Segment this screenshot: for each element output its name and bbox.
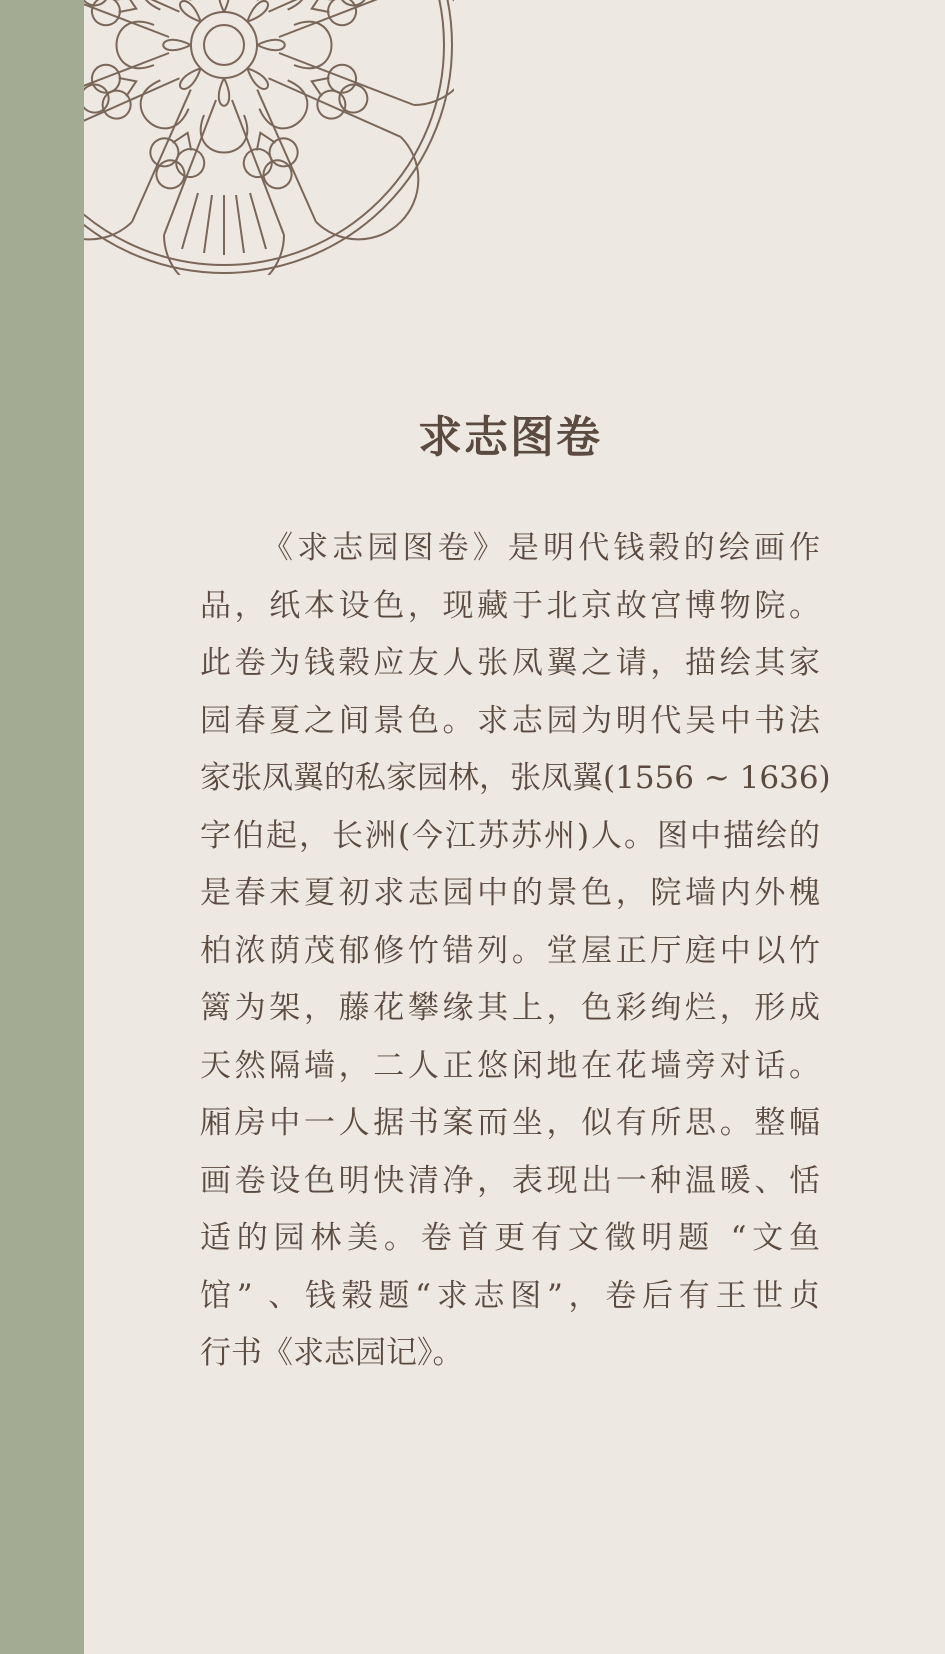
body-line: 字伯起，长洲(今江苏苏州)人。图中描绘的 [200,817,820,854]
body-line: 天然隔墙，二人正悠闲地在花墙旁对话。 [200,1047,820,1084]
floral-rosette-ornament [84,0,454,275]
article-body [200,520,831,1383]
body-line: 《求志园图卷》是明代钱榖的绘画作 [262,530,820,566]
body-line: 行书《求志园记》。 [200,1335,464,1371]
floral-lattice-rosette-icon [84,0,454,275]
article-title: 求志图卷 [418,412,602,463]
body-line: 厢房中一人据书案而坐，似有所思。整幅 [200,1105,820,1141]
body-line: 家张凤翼的私家园林，张凤翼(1556 ~ 1636) [200,760,831,796]
body-line: 篱为架，藤花攀缘其上，色彩绚烂，形成 [200,990,820,1026]
body-line: 园春夏之间景色。求志园为明代吴中书法 [200,702,820,739]
body-line: 是春末夏初求志园中的景色，院墙内外槐 [200,875,820,911]
body-line: 适的园林美。卷首更有文徵明题 “文鱼 [200,1220,820,1256]
body-line: 馆” 、钱榖题“求志图”，卷后有王世贞 [200,1277,820,1314]
body-line: 此卷为钱榖应友人张凤翼之请，描绘其家 [200,645,820,681]
body-line: 画卷设色明快清净，表现出一种温暖、恬 [200,1162,820,1199]
body-line: 柏浓荫茂郁修竹错列。堂屋正厅庭中以竹 [200,932,820,969]
body-line: 品，纸本设色，现藏于北京故宫博物院。 [200,587,820,624]
side-color-band [0,0,84,1654]
